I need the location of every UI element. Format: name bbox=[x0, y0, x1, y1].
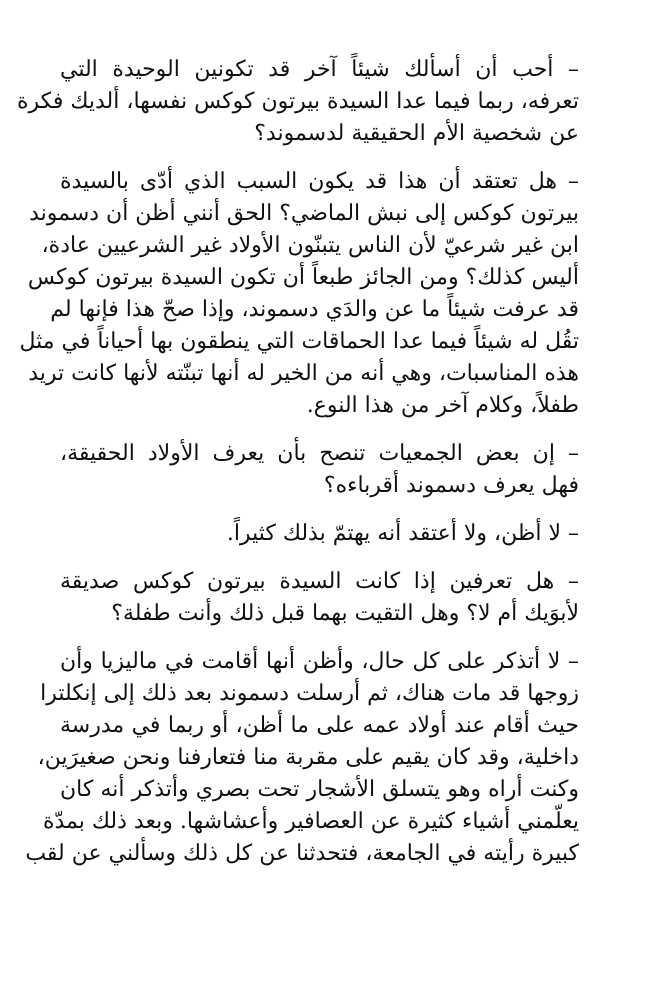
paragraph-5 bbox=[60, 566, 579, 630]
text-line: يعلّمني أشياء كثيرة عن العصافير وأعشاشها. وبعد ذلك بمدّة bbox=[42, 809, 579, 834]
text-line: تقُل له شيئاً فيما عدا الحماقات التي ينطقون بها أحياناً في مثل bbox=[19, 329, 579, 354]
text-line: وكنت أراه وهو يتسلق الأشجار تحت بصري وأتذكر أنه كان bbox=[60, 777, 579, 802]
paragraph-3 bbox=[60, 438, 579, 502]
text-line: ابن غير شرعيّ لأن الناس يتبنّون الأولاد غير الشرعيين عادة، bbox=[41, 233, 579, 258]
text-line: كبيرة رأيته في الجامعة، فتحدثنا عن كل ذلك وسألني عن لقب bbox=[25, 841, 579, 866]
text-line: حيث أقام عند أولاد عمه على ما أظن، أو ربما في مدرسة bbox=[60, 713, 579, 738]
text-line: زوجها قد مات هناك، ثم أرسلت دسموند بعد ذلك إلى إنكلترا bbox=[40, 681, 579, 706]
paragraph-2 bbox=[19, 166, 579, 422]
text-line: طفلاً، وكلام آخر من هذا النوع. bbox=[306, 393, 579, 418]
text-line: قد عرفت شيئاً ما عن والدَي دسموند، وإذا صحّ هذا فإنها لم bbox=[50, 297, 579, 322]
text-line: – هل تعتقد أن هذا قد يكون السبب الذي أدّى بالسيدة bbox=[60, 169, 579, 194]
text-line: – أحب أن أسألك شيئاً آخر قد تكونين الوحيدة التي bbox=[60, 57, 579, 82]
text-line: عن شخصية الأم الحقيقية لدسموند؟ bbox=[254, 121, 579, 146]
paragraph-6 bbox=[25, 646, 579, 870]
text-line: – إن بعض الجمعيات تنصح بأن يعرف الأولاد الحقيقة، bbox=[60, 441, 579, 466]
paragraph-1 bbox=[17, 54, 579, 150]
text-line: فهل يعرف دسموند أقرباءه؟ bbox=[323, 473, 579, 498]
text-line: – هل تعرفين إذا كانت السيدة بيرتون كوكس صديقة bbox=[60, 569, 579, 594]
text-line: تعرفه، ربما فيما عدا السيدة بيرتون كوكس نفسها، ألديك فكرة bbox=[17, 89, 579, 114]
paragraph-4 bbox=[60, 518, 579, 550]
text-line: بيرتون كوكس إلى نبش الماضي؟ الحق أنني أظن أن دسموند bbox=[29, 201, 579, 226]
text-line: لأبوَيك أم لا؟ وهل التقيت بهما قبل ذلك وأنت طفلة؟ bbox=[111, 601, 579, 626]
text-line: – لا أتذكر على كل حال، وأظن أنها أقامت في ماليزيا وأن bbox=[60, 649, 579, 674]
text-line: – لا أظن، ولا أعتقد أنه يهتمّ بذلك كثيراً. bbox=[226, 521, 579, 546]
text-line: هذه المناسبات، وهي أنه من الخير له أنها تبنّته لأنها كانت تريد bbox=[28, 361, 579, 386]
text-line: داخلية، وقد كان يقيم على مقربة منا فتعارفنا ونحن صغيرَين، bbox=[37, 745, 579, 770]
text-line: أليس كذلك؟ ومن الجائز طبعاً أن تكون السيدة بيرتون كوكس bbox=[27, 265, 579, 290]
